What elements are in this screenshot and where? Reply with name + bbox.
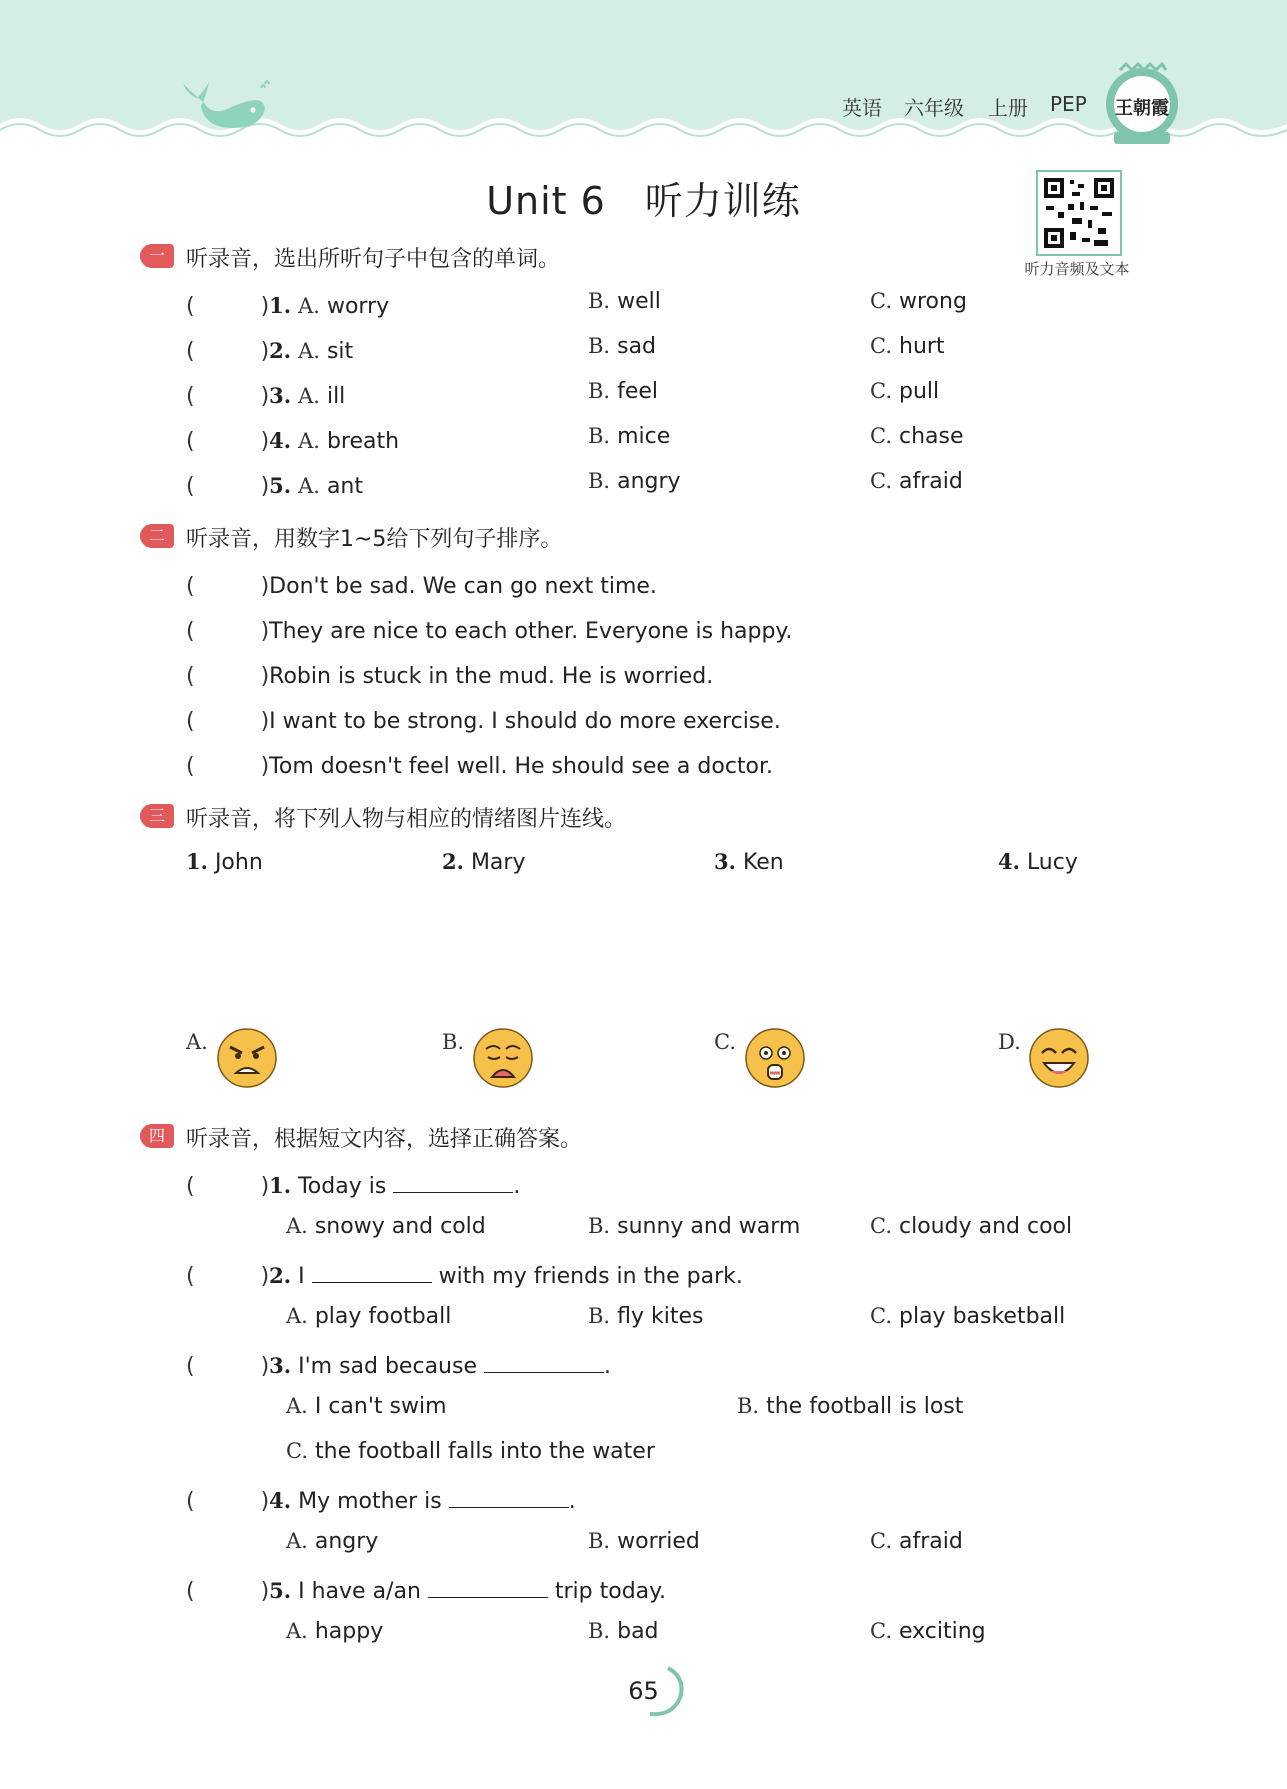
s4-q2-a: A. play football	[286, 1304, 452, 1329]
s4-q4-b: B. worried	[588, 1529, 700, 1554]
happy-face-icon[interactable]	[1028, 1027, 1090, 1089]
s4-q3-b: B. the football is lost	[737, 1394, 964, 1419]
brand-name: 王朝霞	[1115, 98, 1169, 119]
answer-paren[interactable]: ( )	[186, 474, 270, 499]
s2-item-2: ( )They are nice to each other. Everyone is happy.	[186, 619, 793, 644]
header-grade: 六年级	[904, 96, 964, 120]
s2-item-1: ( )Don't be sad. We can go next time.	[186, 574, 657, 599]
section-2-badge: 二	[140, 524, 174, 548]
qr-code-icon	[1038, 172, 1120, 254]
s1-item-5-b: B. angry	[588, 469, 681, 494]
fill-blank[interactable]	[312, 1264, 432, 1283]
section-3-title: 听录音，将下列人物与相应的情绪图片连线。	[186, 807, 627, 832]
section-3-badge: 三	[140, 804, 174, 828]
s4-q4-a: A. angry	[286, 1529, 379, 1554]
answer-paren[interactable]: ( )	[186, 709, 270, 734]
s4-q2-b: B. fly kites	[588, 1304, 704, 1329]
header-volume: 上册	[988, 96, 1028, 120]
face-c-label: C.	[714, 1030, 736, 1054]
answer-paren[interactable]: ( )	[186, 619, 270, 644]
page-number: 65	[628, 1677, 659, 1705]
answer-paren[interactable]: ( )	[186, 1264, 270, 1289]
s1-item-5: ( )5. A. ant	[186, 473, 364, 499]
s1-item-2: ( )2. A. sit	[186, 338, 354, 364]
s1-item-3: ( )3. A. ill	[186, 383, 346, 409]
person-ken[interactable]: 3. Ken	[714, 849, 784, 875]
s4-q1-c: C. cloudy and cool	[870, 1214, 1073, 1239]
answer-paren[interactable]: ( )	[186, 664, 270, 689]
answer-paren[interactable]: ( )	[186, 1489, 270, 1514]
answer-paren[interactable]: ( )	[186, 1174, 270, 1199]
face-b-label: B.	[442, 1030, 465, 1054]
s1-item-2-b: B. sad	[588, 334, 657, 359]
header-subject: 英语	[842, 96, 882, 120]
header-edition: PEP	[1050, 92, 1087, 116]
s1-item-4-c: C. chase	[870, 424, 964, 449]
s4-q2-c: C. play basketball	[870, 1304, 1066, 1329]
section-2-title: 听录音，用数字1~5给下列句子排序。	[186, 527, 563, 552]
answer-paren[interactable]: ( )	[186, 754, 270, 779]
s4-question-4: ( )4. My mother is .	[186, 1488, 576, 1514]
whale-icon	[175, 76, 275, 136]
answer-paren[interactable]: ( )	[186, 339, 270, 364]
s4-question-5: ( )5. I have a/an trip today.	[186, 1578, 667, 1604]
fill-blank[interactable]	[393, 1174, 513, 1193]
page-title: Unit 6 听力训练	[486, 179, 801, 223]
fill-blank[interactable]	[484, 1354, 604, 1373]
s1-item-3-c: C. pull	[870, 379, 940, 404]
s1-item-4: ( )4. A. breath	[186, 428, 400, 454]
s4-q1-b: B. sunny and warm	[588, 1214, 801, 1239]
answer-paren[interactable]: ( )	[186, 384, 270, 409]
s4-question-3: ( )3. I'm sad because .	[186, 1353, 611, 1379]
face-d-label: D.	[998, 1030, 1021, 1054]
section-4-badge: 四	[140, 1124, 174, 1148]
answer-paren[interactable]: ( )	[186, 1579, 270, 1604]
s4-q5-c: C. exciting	[870, 1619, 986, 1644]
person-mary[interactable]: 2. Mary	[442, 849, 526, 875]
s1-item-5-c: C. afraid	[870, 469, 963, 494]
s4-q3-c: C. the football falls into the water	[286, 1439, 655, 1464]
s4-question-1: ( )1. Today is .	[186, 1173, 521, 1199]
s4-q5-a: A. happy	[286, 1619, 384, 1644]
answer-paren[interactable]: ( )	[186, 429, 270, 454]
section-4-title: 听录音，根据短文内容，选择正确答案。	[186, 1127, 583, 1152]
sad-face-icon[interactable]	[472, 1027, 534, 1089]
s1-item-1-c: C. wrong	[870, 289, 967, 314]
s2-item-4: ( )I want to be strong. I should do more exercise.	[186, 709, 781, 734]
person-john[interactable]: 1. John	[186, 849, 263, 875]
qr-code[interactable]	[1036, 170, 1122, 256]
s1-item-3-b: B. feel	[588, 379, 659, 404]
s4-q5-b: B. bad	[588, 1619, 659, 1644]
s1-item-1: ( )1. A. worry	[186, 293, 390, 319]
s2-item-3: ( )Robin is stuck in the mud. He is worried.	[186, 664, 714, 689]
answer-paren[interactable]: ( )	[186, 574, 270, 599]
answer-paren[interactable]: ( )	[186, 294, 270, 319]
answer-paren[interactable]: ( )	[186, 1354, 270, 1379]
section-1-title: 听录音，选出所听句子中包含的单词。	[186, 247, 561, 272]
s4-q3-a: A. I can't swim	[286, 1394, 447, 1419]
s1-item-2-c: C. hurt	[870, 334, 945, 359]
s1-item-1-b: B. well	[588, 289, 661, 314]
s4-q4-c: C. afraid	[870, 1529, 963, 1554]
qr-caption: 听力音频及文本	[1024, 260, 1130, 278]
angry-face-icon[interactable]	[216, 1027, 278, 1089]
fill-blank[interactable]	[449, 1489, 569, 1508]
section-1-badge: 一	[140, 244, 174, 268]
person-lucy[interactable]: 4. Lucy	[998, 849, 1078, 875]
s2-item-5: ( )Tom doesn't feel well. He should see a doctor.	[186, 754, 774, 779]
s1-item-4-b: B. mice	[588, 424, 671, 449]
s4-q1-a: A. snowy and cold	[286, 1214, 486, 1239]
fill-blank[interactable]	[428, 1579, 548, 1598]
face-a-label: A.	[186, 1030, 208, 1054]
scared-face-icon[interactable]	[744, 1027, 806, 1089]
s4-question-2: ( )2. I with my friends in the park.	[186, 1263, 743, 1289]
